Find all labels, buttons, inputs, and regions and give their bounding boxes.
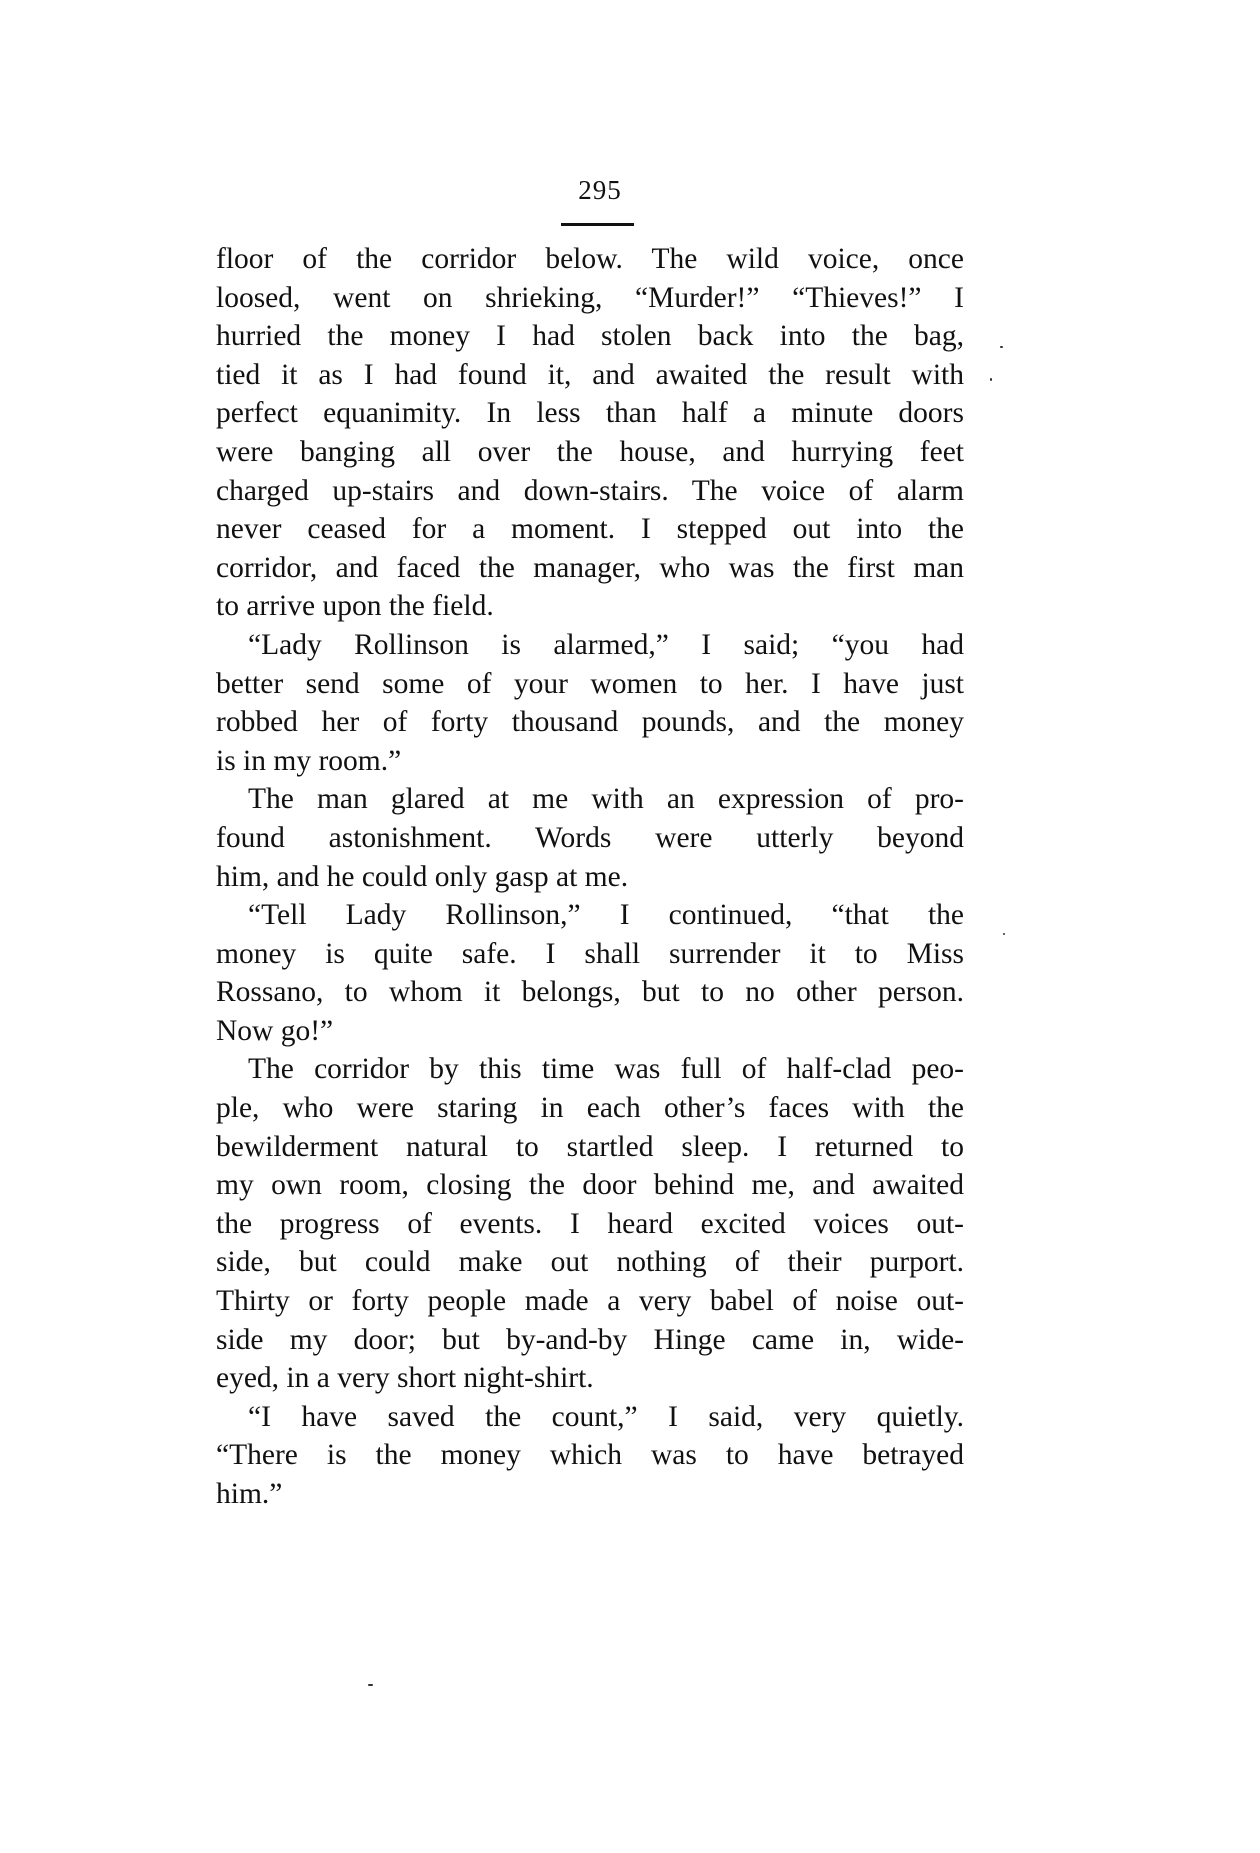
text-line: tied it as I had found it, and awaited the result with — [216, 358, 964, 391]
text-line: “There is the money which was to have betrayed — [216, 1439, 964, 1472]
text-line: “Tell Lady Rollinson,” I continued, “that the — [248, 899, 964, 932]
print-speck — [368, 1684, 373, 1686]
text-line: The corridor by this time was full of half-clad peo- — [248, 1053, 964, 1086]
text-line: corridor, and faced the manager, who was the first man — [216, 551, 964, 584]
text-line: perfect equanimity. In less than half a minute doors — [216, 397, 964, 430]
text-line: the progress of events. I heard excited voices out- — [216, 1207, 964, 1240]
text-line: charged up-stairs and down-stairs. The voice of alarm — [216, 474, 964, 507]
text-line: ple, who were staring in each other’s faces with the — [216, 1092, 964, 1125]
text-line: is in my room.” — [216, 744, 402, 777]
text-line: him, and he could only gasp at me. — [216, 860, 629, 893]
print-speck — [1003, 933, 1005, 935]
text-line: him.” — [216, 1478, 283, 1510]
text-line: never ceased for a moment. I stepped out into the — [216, 513, 964, 546]
body-text — [216, 240, 964, 1514]
text-line: Rossano, to whom it belongs, but to no other person. — [216, 976, 964, 1009]
text-line: robbed her of forty thousand pounds, and the money — [216, 706, 964, 739]
text-line: money is quite safe. I shall surrender it to Miss — [216, 937, 964, 970]
text-line: “Lady Rollinson is alarmed,” I said; “you had — [248, 628, 964, 661]
text-line: Thirty or forty people made a very babel of noise out- — [216, 1285, 964, 1318]
text-line: side my door; but by-and-by Hinge came in, wide- — [216, 1323, 964, 1356]
text-line: were banging all over the house, and hurrying feet — [216, 435, 964, 468]
text-line: floor of the corridor below. The wild voice, once — [216, 243, 964, 275]
text-line: Now go!” — [216, 1014, 334, 1047]
text-line: loosed, went on shrieking, “Murder!” “Thieves!” I — [216, 281, 964, 314]
text-line: side, but could make out nothing of their purport. — [216, 1246, 964, 1279]
text-line: bewilderment natural to startled sleep. I returned to — [216, 1130, 964, 1163]
text-line: to arrive upon the field. — [216, 590, 494, 623]
text-line: found astonishment. Words were utterly beyond — [216, 821, 964, 854]
text-line: better send some of your women to her. I have just — [216, 667, 964, 700]
text-line: my own room, closing the door behind me, and awaited — [216, 1169, 964, 1202]
page-number-rule — [561, 223, 634, 226]
text-line: hurried the money I had stolen back into the bag, — [216, 320, 964, 353]
text-line: eyed, in a very short night-shirt. — [216, 1362, 594, 1395]
text-line: “I have saved the count,” I said, very quietly. — [248, 1400, 964, 1433]
page-number: 295 — [578, 175, 622, 205]
text-line: The man glared at me with an expression of pro- — [248, 783, 964, 816]
print-speck — [990, 378, 992, 381]
print-speck — [1000, 346, 1003, 348]
